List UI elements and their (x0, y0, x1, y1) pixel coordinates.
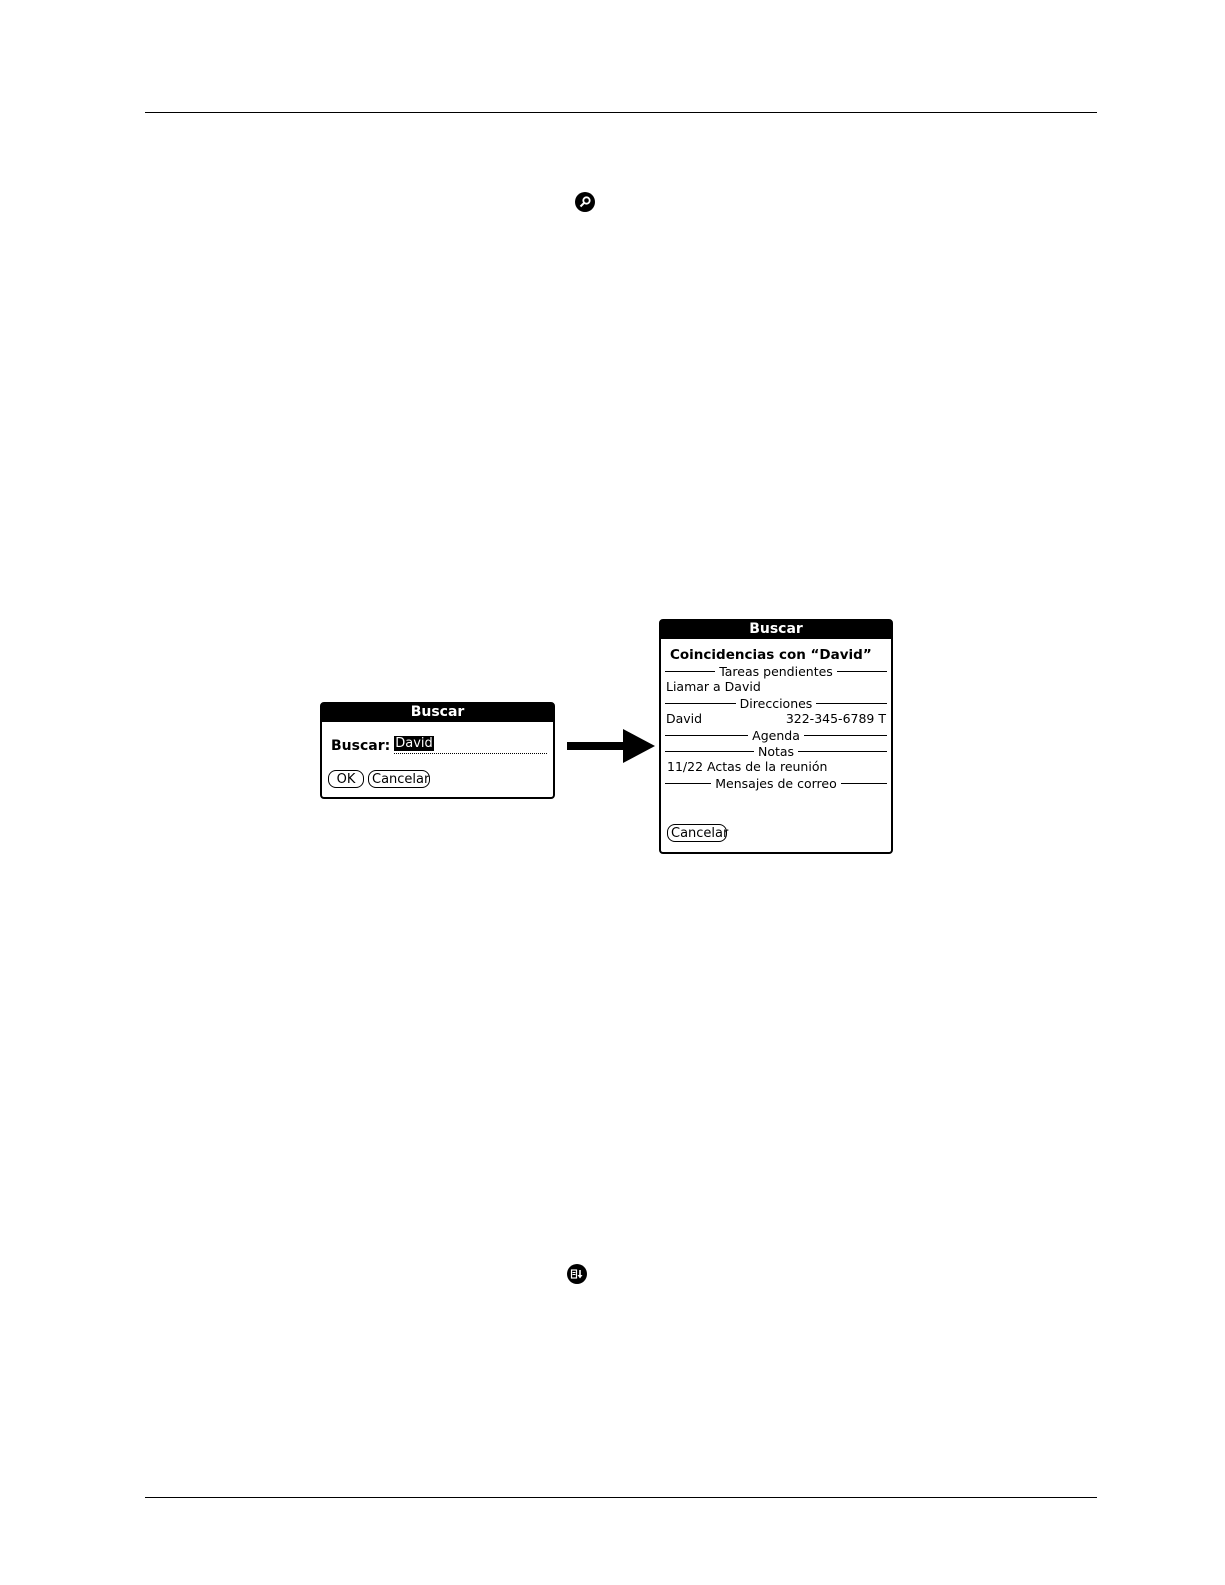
find-results-dialog (659, 619, 893, 854)
result-item[interactable] (666, 711, 886, 727)
section-label: Agenda (752, 727, 800, 743)
section-divider (665, 776, 887, 790)
section-divider (665, 696, 887, 710)
find-label: Buscar: (331, 738, 391, 754)
find-input-value: David (395, 736, 433, 751)
ok-button[interactable]: OK (328, 770, 364, 788)
page-top-rule (145, 112, 1097, 113)
result-item-text: David (666, 711, 703, 726)
results-heading: Coincidencias con “David” (670, 647, 872, 663)
page-bottom-rule (145, 1497, 1097, 1498)
section-label: Tareas pendientes (719, 663, 833, 679)
section-divider (665, 744, 887, 758)
results-dialog-title: Buscar (660, 620, 892, 639)
result-item-text: 11/22 Actas de la reunión (667, 759, 828, 774)
result-item[interactable] (667, 759, 886, 775)
right-arrow-icon (567, 726, 655, 766)
result-item-detail: 322-345-6789 T (785, 711, 886, 726)
result-item[interactable] (666, 679, 886, 695)
section-label: Direcciones (739, 695, 813, 711)
find-dialog-title: Buscar (321, 703, 554, 722)
find-key-icon (575, 192, 595, 212)
section-label: Mensajes de correo (715, 775, 837, 791)
find-row (331, 736, 547, 754)
find-dialog (320, 702, 555, 799)
section-divider (665, 664, 887, 678)
section-divider (665, 728, 887, 742)
find-input[interactable] (394, 736, 547, 754)
menu-icon (567, 1264, 587, 1284)
cancel-button[interactable]: Cancelar (667, 824, 727, 842)
section-label: Notas (757, 743, 795, 759)
cancel-button[interactable]: Cancelar (368, 770, 430, 788)
result-item-text: Liamar a David (666, 679, 761, 694)
